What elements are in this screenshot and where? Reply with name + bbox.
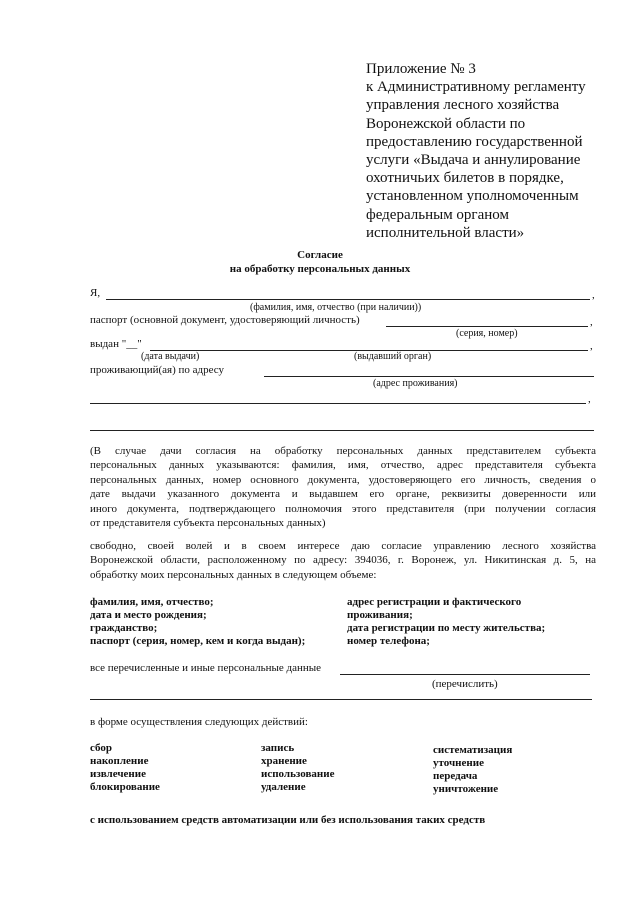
issue-date-caption: (дата выдачи) [141, 351, 200, 362]
annex-line: Приложение № 3 [366, 61, 476, 77]
issuer-caption: (выдавший орган) [354, 351, 432, 362]
note-line: от представителя субъекта персональных данных) [90, 517, 326, 530]
note-line: персональных данных, номер основного документа, удостоверяющего его личность, сведения о [90, 473, 596, 486]
passport-label: паспорт (основной документ, удостоверяющий личность) [90, 314, 360, 326]
action-item: извлечение [90, 768, 146, 780]
data-item: дата и место рождения; [90, 609, 207, 621]
note-line: персональных данных указываются: фамилия, имя, отчество, адрес представителя субъекта [90, 459, 596, 472]
action-item: передача [433, 770, 478, 782]
data-item: проживания; [347, 609, 413, 621]
series-caption: (серия, номер) [456, 328, 518, 339]
annex-header [366, 60, 606, 242]
document-subtitle: на обработку персональных данных [229, 263, 411, 275]
action-item: уничтожение [433, 783, 499, 795]
personal-data-left [90, 596, 305, 648]
consent-text [90, 539, 596, 582]
other-data-field-line[interactable] [340, 674, 590, 675]
data-item: гражданство; [90, 622, 158, 634]
data-item: фамилия, имя, отчество; [90, 596, 214, 608]
note-line: иного документа, подтверждающего полномочия этого представителя (при получении согласия [90, 502, 596, 515]
other-data-label: все перечисленные и иные персональные данные [90, 662, 322, 674]
actions-col-2 [261, 742, 334, 794]
other-data-caption: (перечислить) [432, 678, 498, 690]
annex-line: к Административному регламенту [366, 79, 586, 96]
comma: , [590, 340, 593, 352]
actions-intro: в форме осуществления следующих действий: [90, 716, 308, 728]
issued-label: выдан "__" [90, 338, 142, 350]
data-item: адрес регистрации и фактического [347, 596, 522, 608]
comma: , [592, 289, 595, 301]
note-line: дате выдачи указанного документа и выдавшем его органе, реквизиты доверенности или [90, 488, 596, 501]
annex-line: предоставлению государственной [366, 133, 583, 150]
address-label: проживающий(ая) по адресу [90, 364, 225, 376]
action-item: сбор [90, 742, 112, 754]
action-item: хранение [261, 755, 307, 767]
extra-field-line[interactable] [90, 430, 594, 431]
annex-line: установленном уполномоченным [366, 188, 579, 205]
consent-line: Воронежской области, расположенному по адресу: 394036, г. Воронеж, ул. Никитинская д. 5, на [90, 554, 596, 567]
action-item: запись [261, 742, 295, 754]
other-data-field-line-2[interactable] [90, 699, 592, 700]
personal-data-right [347, 596, 545, 648]
comma: , [590, 316, 593, 328]
annex-line: услуги «Выдача и аннулирование [366, 152, 581, 169]
i-label: Я, [90, 287, 101, 299]
action-item: накопление [90, 755, 149, 767]
fio-caption: (фамилия, имя, отчество (при наличии)) [250, 302, 422, 313]
note-line: (В случае дачи согласия на обработку персональных данных представителем субъекта [90, 445, 596, 457]
representative-note [90, 444, 596, 530]
annex-line: управления лесного хозяйства [366, 97, 560, 114]
annex-line: исполнительной власти» [366, 224, 525, 241]
passport-field-line[interactable] [386, 326, 588, 327]
footer-text: с использованием средств автоматизации или без использования таких средств [90, 814, 486, 826]
annex-line: охотничьих билетов в порядке, [366, 170, 564, 187]
consent-line: свободно, своей волей и в своем интересе даю согласие управлению лесного хозяйства [90, 540, 596, 552]
fio-field-line[interactable] [106, 299, 590, 300]
document-title: Согласие [297, 249, 343, 261]
actions-col-3 [433, 744, 512, 796]
address-field-line-2[interactable] [90, 403, 586, 404]
address-field-line[interactable] [264, 376, 594, 377]
data-item: дата регистрации по месту жительства; [347, 622, 546, 634]
action-item: использование [261, 768, 335, 780]
action-item: удаление [261, 781, 306, 793]
comma: , [588, 393, 591, 405]
annex-line: федеральным органом [366, 206, 509, 223]
annex-line: Воронежской области по [366, 115, 526, 132]
actions-col-1 [90, 742, 160, 794]
action-item: блокирование [90, 781, 160, 793]
action-item: уточнение [433, 757, 484, 769]
address-caption: (адрес проживания) [373, 378, 458, 389]
action-item: систематизация [433, 744, 513, 756]
data-item: паспорт (серия, номер, кем и когда выдан); [90, 635, 306, 647]
consent-line: обработку моих персональных данных в следующем объеме: [90, 568, 377, 581]
data-item: номер телефона; [347, 635, 430, 647]
